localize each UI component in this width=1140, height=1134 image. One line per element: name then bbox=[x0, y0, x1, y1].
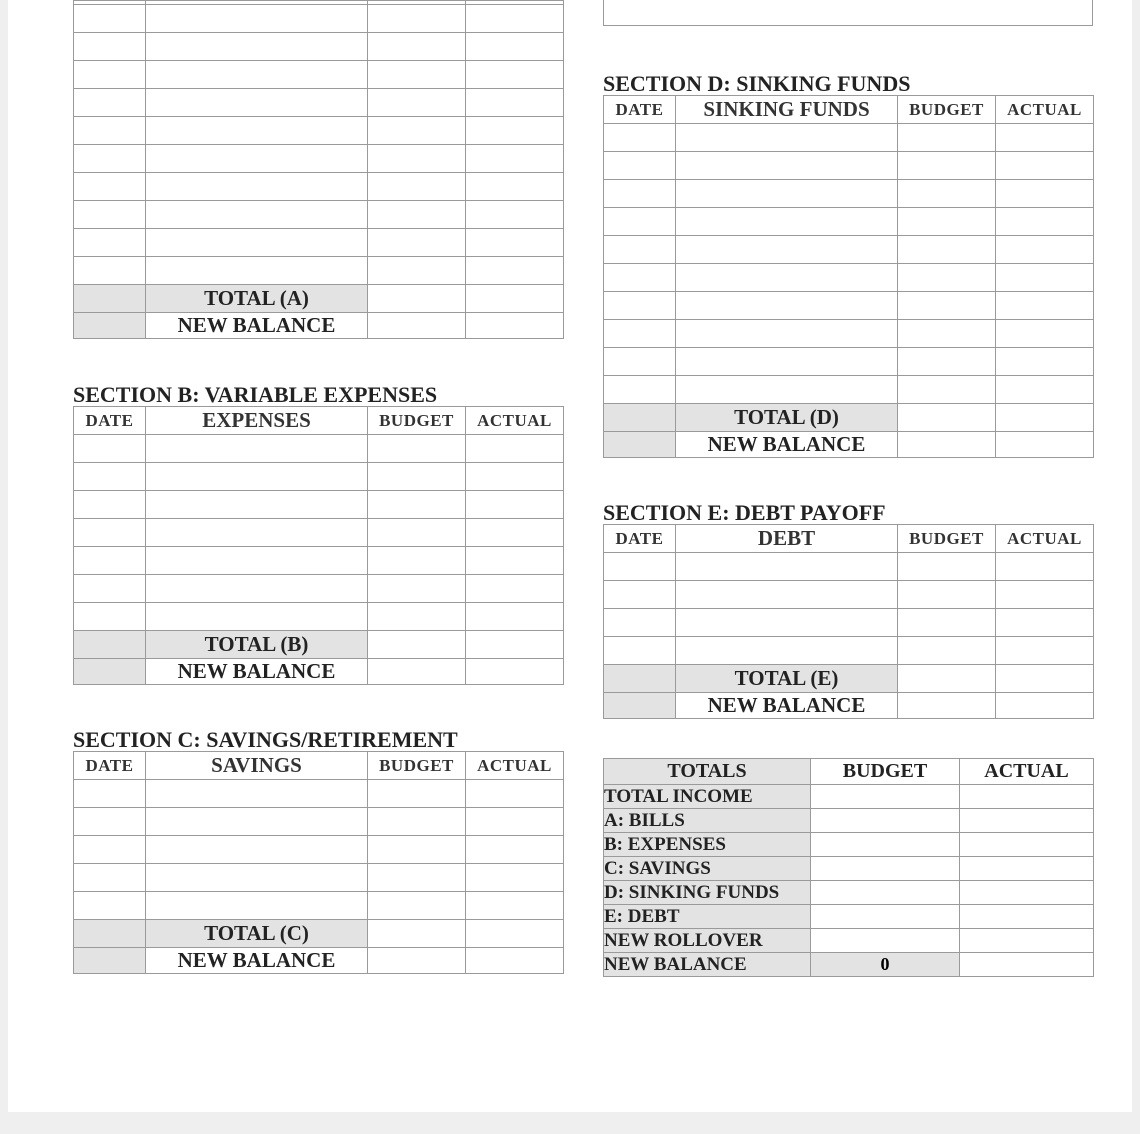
date-header: DATE bbox=[604, 96, 676, 124]
table-cell[interactable] bbox=[146, 33, 368, 61]
table-cell[interactable] bbox=[996, 376, 1094, 404]
table-cell[interactable] bbox=[146, 173, 368, 201]
new-balance-b-label: NEW BALANCE bbox=[146, 659, 368, 685]
new-balance-b-budget[interactable] bbox=[368, 659, 466, 685]
table-row bbox=[74, 519, 564, 547]
table-cell[interactable] bbox=[74, 201, 146, 229]
balance-a-shade bbox=[74, 313, 146, 339]
new-balance-e-actual[interactable] bbox=[996, 693, 1094, 719]
table-cell[interactable] bbox=[466, 5, 564, 33]
table-row bbox=[74, 5, 564, 33]
table-row bbox=[604, 264, 1094, 292]
new-balance-d-budget[interactable] bbox=[898, 432, 996, 458]
table-cell[interactable] bbox=[466, 547, 564, 575]
table-cell[interactable] bbox=[146, 780, 368, 808]
table-cell[interactable] bbox=[466, 491, 564, 519]
totals-row-actual[interactable] bbox=[960, 857, 1094, 881]
table-cell[interactable] bbox=[676, 637, 898, 665]
table-row bbox=[604, 553, 1094, 581]
totals-row-budget[interactable] bbox=[811, 857, 960, 881]
table-cell[interactable] bbox=[676, 553, 898, 581]
table-row bbox=[74, 575, 564, 603]
table-cell[interactable] bbox=[604, 376, 676, 404]
section-d-table bbox=[603, 95, 1094, 458]
table-cell[interactable] bbox=[996, 124, 1094, 152]
table-cell[interactable] bbox=[74, 89, 146, 117]
table-cell[interactable] bbox=[368, 575, 466, 603]
section-c-table bbox=[73, 751, 564, 974]
table-cell[interactable] bbox=[146, 61, 368, 89]
table-cell[interactable] bbox=[368, 547, 466, 575]
table-cell[interactable] bbox=[146, 5, 368, 33]
balance-c-shade bbox=[74, 948, 146, 974]
table-row bbox=[74, 808, 564, 836]
totals-row bbox=[604, 857, 1094, 881]
table-cell[interactable] bbox=[604, 581, 676, 609]
totals-row-budget[interactable]: 0 bbox=[811, 953, 960, 977]
table-cell[interactable] bbox=[74, 145, 146, 173]
date-header: DATE bbox=[74, 752, 146, 780]
table-cell[interactable] bbox=[368, 463, 466, 491]
table-row bbox=[604, 292, 1094, 320]
table-row bbox=[74, 201, 564, 229]
table-cell[interactable] bbox=[604, 264, 676, 292]
total-a-label: TOTAL (A) bbox=[146, 285, 368, 313]
new-balance-a-label: NEW BALANCE bbox=[146, 313, 368, 339]
total-b-actual[interactable] bbox=[466, 631, 564, 659]
table-cell[interactable] bbox=[368, 603, 466, 631]
table-cell[interactable] bbox=[898, 124, 996, 152]
table-cell[interactable] bbox=[466, 892, 564, 920]
table-cell[interactable] bbox=[466, 201, 564, 229]
table-cell[interactable] bbox=[996, 348, 1094, 376]
total-d-label: TOTAL (D) bbox=[676, 404, 898, 432]
balance-b-shade bbox=[74, 659, 146, 685]
table-cell[interactable] bbox=[466, 257, 564, 285]
section-a-table bbox=[73, 0, 564, 339]
table-cell[interactable] bbox=[996, 581, 1094, 609]
table-cell[interactable] bbox=[676, 208, 898, 236]
totals-row-budget[interactable] bbox=[811, 833, 960, 857]
table-cell[interactable] bbox=[74, 864, 146, 892]
total-a-budget[interactable] bbox=[368, 285, 466, 313]
table-cell[interactable] bbox=[466, 780, 564, 808]
table-cell[interactable] bbox=[74, 491, 146, 519]
budget-worksheet-page bbox=[8, 0, 1132, 1112]
table-cell[interactable] bbox=[466, 519, 564, 547]
table-cell[interactable] bbox=[368, 229, 466, 257]
table-cell[interactable] bbox=[466, 864, 564, 892]
table-cell[interactable] bbox=[898, 236, 996, 264]
table-cell[interactable] bbox=[604, 124, 676, 152]
balance-e-shade bbox=[604, 693, 676, 719]
table-cell[interactable] bbox=[676, 376, 898, 404]
table-cell[interactable] bbox=[368, 491, 466, 519]
table-cell[interactable] bbox=[368, 201, 466, 229]
totals-row-label: D: SINKING FUNDS bbox=[604, 881, 811, 905]
table-cell[interactable] bbox=[74, 173, 146, 201]
table-cell[interactable] bbox=[996, 152, 1094, 180]
table-cell[interactable] bbox=[604, 553, 676, 581]
table-row bbox=[74, 61, 564, 89]
table-cell[interactable] bbox=[146, 519, 368, 547]
table-cell[interactable] bbox=[146, 491, 368, 519]
table-cell[interactable] bbox=[676, 236, 898, 264]
table-row bbox=[604, 320, 1094, 348]
table-cell[interactable] bbox=[368, 808, 466, 836]
actual-header: ACTUAL bbox=[996, 525, 1094, 553]
totals-row-budget[interactable] bbox=[811, 881, 960, 905]
date-header: DATE bbox=[74, 407, 146, 435]
totals-row-label: TOTAL INCOME bbox=[604, 785, 811, 809]
table-cell[interactable] bbox=[996, 637, 1094, 665]
totals-row-budget[interactable] bbox=[811, 785, 960, 809]
table-cell[interactable] bbox=[996, 609, 1094, 637]
table-cell[interactable] bbox=[898, 180, 996, 208]
total-c-shade bbox=[74, 920, 146, 948]
table-cell[interactable] bbox=[146, 547, 368, 575]
table-cell[interactable] bbox=[74, 117, 146, 145]
total-b-shade bbox=[74, 631, 146, 659]
totals-row-budget[interactable] bbox=[811, 905, 960, 929]
table-row bbox=[604, 637, 1094, 665]
table-cell[interactable] bbox=[146, 892, 368, 920]
sinking-funds-header: SINKING FUNDS bbox=[676, 96, 898, 124]
new-balance-a-budget[interactable] bbox=[368, 313, 466, 339]
section-d-title: SECTION D: SINKING FUNDS bbox=[603, 71, 911, 96]
table-cell[interactable] bbox=[898, 320, 996, 348]
totals-row bbox=[604, 929, 1094, 953]
table-cell[interactable] bbox=[996, 553, 1094, 581]
totals-actual-header: ACTUAL bbox=[960, 759, 1094, 785]
total-e-actual[interactable] bbox=[996, 665, 1094, 693]
section-c-title: SECTION C: SAVINGS/RETIREMENT bbox=[73, 727, 458, 752]
table-cell[interactable] bbox=[74, 547, 146, 575]
table-cell[interactable] bbox=[146, 229, 368, 257]
table-cell[interactable] bbox=[466, 61, 564, 89]
totals-row-budget[interactable] bbox=[811, 809, 960, 833]
new-balance-e-label: NEW BALANCE bbox=[676, 693, 898, 719]
table-cell[interactable] bbox=[466, 603, 564, 631]
table-cell[interactable] bbox=[368, 117, 466, 145]
total-b-budget[interactable] bbox=[368, 631, 466, 659]
table-cell[interactable] bbox=[466, 145, 564, 173]
table-cell[interactable] bbox=[604, 609, 676, 637]
table-row bbox=[74, 547, 564, 575]
table-cell[interactable] bbox=[676, 264, 898, 292]
table-row bbox=[604, 180, 1094, 208]
table-cell[interactable] bbox=[676, 320, 898, 348]
savings-header: SAVINGS bbox=[146, 752, 368, 780]
table-cell[interactable] bbox=[74, 435, 146, 463]
table-cell[interactable] bbox=[466, 117, 564, 145]
actual-header: ACTUAL bbox=[996, 96, 1094, 124]
table-row bbox=[74, 229, 564, 257]
table-cell[interactable] bbox=[368, 780, 466, 808]
section-b-title: SECTION B: VARIABLE EXPENSES bbox=[73, 382, 438, 407]
table-cell[interactable] bbox=[146, 603, 368, 631]
section-e-table bbox=[603, 524, 1094, 719]
table-cell[interactable] bbox=[74, 575, 146, 603]
totals-row-label: E: DEBT bbox=[604, 905, 811, 929]
table-row bbox=[74, 892, 564, 920]
table-cell[interactable] bbox=[74, 892, 146, 920]
table-cell[interactable] bbox=[466, 463, 564, 491]
table-cell[interactable] bbox=[146, 201, 368, 229]
table-cell[interactable] bbox=[368, 435, 466, 463]
table-cell[interactable] bbox=[74, 603, 146, 631]
total-a-actual[interactable] bbox=[466, 285, 564, 313]
budget-header: BUDGET bbox=[898, 525, 996, 553]
table-cell[interactable] bbox=[466, 575, 564, 603]
total-e-label: TOTAL (E) bbox=[676, 665, 898, 693]
table-cell[interactable] bbox=[74, 463, 146, 491]
new-balance-d-actual[interactable] bbox=[996, 432, 1094, 458]
table-row bbox=[604, 236, 1094, 264]
actual-header: ACTUAL bbox=[466, 407, 564, 435]
table-row bbox=[604, 208, 1094, 236]
table-row bbox=[604, 152, 1094, 180]
table-cell[interactable] bbox=[676, 124, 898, 152]
table-row bbox=[74, 780, 564, 808]
table-cell[interactable] bbox=[898, 609, 996, 637]
date-header: DATE bbox=[604, 525, 676, 553]
table-row bbox=[74, 173, 564, 201]
budget-header: BUDGET bbox=[368, 752, 466, 780]
total-c-label: TOTAL (C) bbox=[146, 920, 368, 948]
total-b-label: TOTAL (B) bbox=[146, 631, 368, 659]
totals-row-label: NEW ROLLOVER bbox=[604, 929, 811, 953]
table-row bbox=[74, 145, 564, 173]
table-cell[interactable] bbox=[74, 257, 146, 285]
total-c-budget[interactable] bbox=[368, 920, 466, 948]
table-cell[interactable] bbox=[146, 808, 368, 836]
totals-row-actual[interactable] bbox=[960, 929, 1094, 953]
table-cell[interactable] bbox=[368, 864, 466, 892]
table-cell[interactable] bbox=[146, 463, 368, 491]
table-cell[interactable] bbox=[466, 89, 564, 117]
totals-budget-header: BUDGET bbox=[811, 759, 960, 785]
table-row bbox=[74, 864, 564, 892]
totals-row-actual[interactable] bbox=[960, 905, 1094, 929]
table-row bbox=[74, 603, 564, 631]
table-cell[interactable] bbox=[676, 609, 898, 637]
table-cell[interactable] bbox=[604, 348, 676, 376]
table-cell[interactable] bbox=[368, 173, 466, 201]
table-cell[interactable] bbox=[74, 33, 146, 61]
table-cell[interactable] bbox=[146, 864, 368, 892]
table-cell[interactable] bbox=[898, 376, 996, 404]
table-cell[interactable] bbox=[996, 208, 1094, 236]
totals-row-budget[interactable] bbox=[811, 929, 960, 953]
table-cell[interactable] bbox=[146, 117, 368, 145]
new-balance-e-budget[interactable] bbox=[898, 693, 996, 719]
table-row bbox=[74, 491, 564, 519]
table-row bbox=[74, 435, 564, 463]
table-cell[interactable] bbox=[368, 257, 466, 285]
section-e-title: SECTION E: DEBT PAYOFF bbox=[603, 500, 886, 525]
totals-row bbox=[604, 881, 1094, 905]
table-cell[interactable] bbox=[996, 236, 1094, 264]
new-balance-c-budget[interactable] bbox=[368, 948, 466, 974]
table-row bbox=[604, 124, 1094, 152]
table-cell[interactable] bbox=[466, 229, 564, 257]
totals-row-actual[interactable] bbox=[960, 809, 1094, 833]
total-d-budget[interactable] bbox=[898, 404, 996, 432]
totals-row bbox=[604, 905, 1094, 929]
table-cell[interactable] bbox=[146, 89, 368, 117]
table-cell[interactable] bbox=[368, 519, 466, 547]
totals-row-actual[interactable] bbox=[960, 881, 1094, 905]
table-cell[interactable] bbox=[996, 292, 1094, 320]
totals-summary-table bbox=[603, 758, 1094, 977]
table-cell[interactable] bbox=[604, 637, 676, 665]
balance-d-shade bbox=[604, 432, 676, 458]
table-cell[interactable] bbox=[368, 836, 466, 864]
totals-row-label: B: EXPENSES bbox=[604, 833, 811, 857]
table-cell[interactable] bbox=[466, 808, 564, 836]
table-cell[interactable] bbox=[676, 152, 898, 180]
table-row bbox=[74, 33, 564, 61]
notes-box[interactable] bbox=[603, 0, 1093, 26]
table-cell[interactable] bbox=[146, 145, 368, 173]
new-balance-b-actual[interactable] bbox=[466, 659, 564, 685]
table-cell[interactable] bbox=[466, 173, 564, 201]
table-cell[interactable] bbox=[74, 780, 146, 808]
actual-header: ACTUAL bbox=[466, 752, 564, 780]
total-d-shade bbox=[604, 404, 676, 432]
table-cell[interactable] bbox=[368, 89, 466, 117]
new-balance-a-actual[interactable] bbox=[466, 313, 564, 339]
table-cell[interactable] bbox=[368, 892, 466, 920]
table-cell[interactable] bbox=[466, 435, 564, 463]
table-cell[interactable] bbox=[604, 180, 676, 208]
total-e-shade bbox=[604, 665, 676, 693]
table-cell[interactable] bbox=[676, 581, 898, 609]
totals-row bbox=[604, 785, 1094, 809]
totals-row bbox=[604, 833, 1094, 857]
table-cell[interactable] bbox=[898, 292, 996, 320]
table-cell[interactable] bbox=[368, 5, 466, 33]
section-b-table bbox=[73, 406, 564, 685]
table-row bbox=[74, 836, 564, 864]
table-cell[interactable] bbox=[604, 236, 676, 264]
totals-row-label: A: BILLS bbox=[604, 809, 811, 833]
table-row bbox=[604, 348, 1094, 376]
table-cell[interactable] bbox=[898, 348, 996, 376]
table-cell[interactable] bbox=[898, 581, 996, 609]
table-cell[interactable] bbox=[996, 264, 1094, 292]
table-cell[interactable] bbox=[146, 836, 368, 864]
table-cell[interactable] bbox=[676, 180, 898, 208]
table-cell[interactable] bbox=[74, 61, 146, 89]
table-cell[interactable] bbox=[368, 33, 466, 61]
table-cell[interactable] bbox=[604, 152, 676, 180]
table-row bbox=[74, 117, 564, 145]
table-cell[interactable] bbox=[898, 637, 996, 665]
table-cell[interactable] bbox=[898, 208, 996, 236]
table-cell[interactable] bbox=[604, 208, 676, 236]
table-cell[interactable] bbox=[898, 264, 996, 292]
total-d-actual[interactable] bbox=[996, 404, 1094, 432]
total-a-shade bbox=[74, 285, 146, 313]
table-cell[interactable] bbox=[146, 435, 368, 463]
table-cell[interactable] bbox=[604, 292, 676, 320]
table-cell[interactable] bbox=[74, 229, 146, 257]
totals-row-actual[interactable] bbox=[960, 953, 1094, 977]
table-cell[interactable] bbox=[898, 553, 996, 581]
new-balance-d-label: NEW BALANCE bbox=[676, 432, 898, 458]
total-c-actual[interactable] bbox=[466, 920, 564, 948]
table-cell[interactable] bbox=[74, 519, 146, 547]
table-row bbox=[74, 463, 564, 491]
table-cell[interactable] bbox=[996, 320, 1094, 348]
table-cell[interactable] bbox=[368, 145, 466, 173]
table-cell[interactable] bbox=[146, 575, 368, 603]
totals-row bbox=[604, 809, 1094, 833]
table-cell[interactable] bbox=[898, 152, 996, 180]
table-cell[interactable] bbox=[74, 5, 146, 33]
table-cell[interactable] bbox=[996, 180, 1094, 208]
table-cell[interactable] bbox=[676, 292, 898, 320]
table-row bbox=[604, 609, 1094, 637]
table-row bbox=[74, 89, 564, 117]
total-e-budget[interactable] bbox=[898, 665, 996, 693]
table-cell[interactable] bbox=[604, 320, 676, 348]
table-cell[interactable] bbox=[466, 33, 564, 61]
totals-row-label: NEW BALANCE bbox=[604, 953, 811, 977]
table-row bbox=[604, 376, 1094, 404]
budget-header: BUDGET bbox=[898, 96, 996, 124]
table-cell[interactable] bbox=[466, 836, 564, 864]
totals-row-actual[interactable] bbox=[960, 785, 1094, 809]
totals-row-label: C: SAVINGS bbox=[604, 857, 811, 881]
table-cell[interactable] bbox=[368, 61, 466, 89]
table-row bbox=[604, 581, 1094, 609]
expenses-header: EXPENSES bbox=[146, 407, 368, 435]
table-cell[interactable] bbox=[74, 836, 146, 864]
table-cell[interactable] bbox=[676, 348, 898, 376]
totals-row bbox=[604, 953, 1094, 977]
table-cell[interactable] bbox=[146, 257, 368, 285]
new-balance-c-actual[interactable] bbox=[466, 948, 564, 974]
debt-header: DEBT bbox=[676, 525, 898, 553]
totals-row-actual[interactable] bbox=[960, 833, 1094, 857]
budget-header: BUDGET bbox=[368, 407, 466, 435]
totals-header: TOTALS bbox=[604, 759, 811, 785]
table-cell[interactable] bbox=[74, 808, 146, 836]
table-row bbox=[74, 257, 564, 285]
new-balance-c-label: NEW BALANCE bbox=[146, 948, 368, 974]
